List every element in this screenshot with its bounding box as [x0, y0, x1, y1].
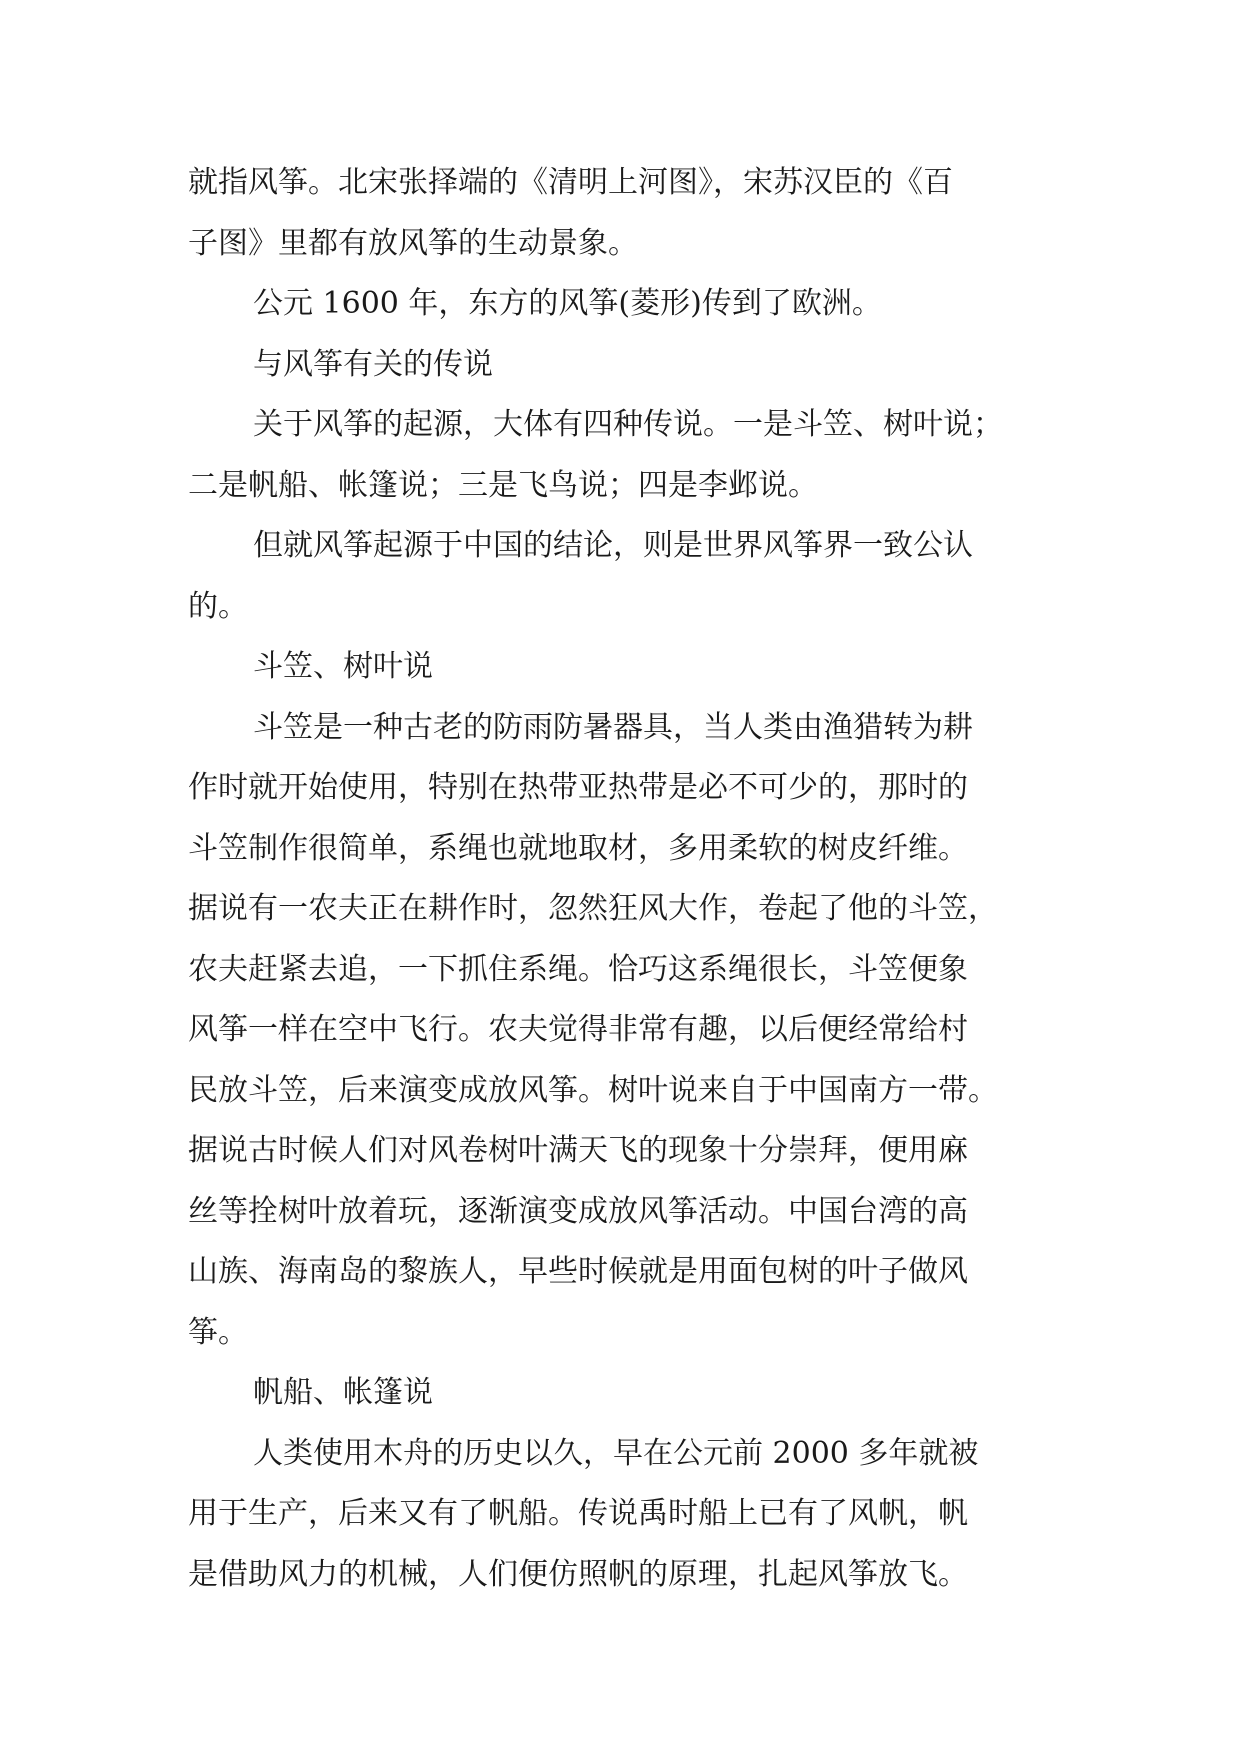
text-line: 农夫赶紧去追，一下抓住系绳。恰巧这系绳很长，斗笠便象 — [188, 952, 968, 987]
text-line: 斗笠制作很简单，系绳也就地取材，多用柔软的树皮纤维。 — [188, 831, 968, 866]
text-line: 二是帆船、帐篷说；三是飞鸟说；四是李邺说。 — [188, 468, 818, 503]
text-line: 公元 1600 年，东方的风筝(菱形)传到了欧洲。 — [253, 286, 882, 321]
text-line: 子图》里都有放风筝的生动景象。 — [188, 226, 638, 261]
text-line: 民放斗笠，后来演变成放风筝。树叶说来自于中国南方一带。 — [188, 1073, 998, 1108]
text-line: 风筝一样在空中飞行。农夫觉得非常有趣，以后便经常给村 — [188, 1012, 968, 1047]
text-line: 的。 — [188, 589, 248, 624]
section-heading: 斗笠、树叶说 — [253, 649, 433, 684]
text-line: 是借助风力的机械，人们便仿照帆的原理，扎起风筝放飞。 — [188, 1557, 968, 1592]
text-line: 作时就开始使用，特别在热带亚热带是必不可少的，那时的 — [188, 770, 968, 805]
text-line: 关于风筝的起源，大体有四种传说。一是斗笠、树叶说； — [253, 407, 1003, 442]
text-line: 用于生产，后来又有了帆船。传说禹时船上已有了风帆，帆 — [188, 1496, 968, 1531]
text-line: 筝。 — [188, 1315, 248, 1350]
text-line: 据说古时候人们对风卷树叶满天飞的现象十分崇拜，便用麻 — [188, 1133, 968, 1168]
section-heading: 与风筝有关的传说 — [253, 347, 493, 382]
text-line: 就指风筝。北宋张择端的《清明上河图》，宋苏汉臣的《百 — [188, 165, 953, 200]
text-line: 但就风筝起源于中国的结论，则是世界风筝界一致公认 — [253, 528, 973, 563]
text-line: 山族、海南岛的黎族人，早些时候就是用面包树的叶子做风 — [188, 1254, 968, 1289]
text-line: 丝等拴树叶放着玩，逐渐演变成放风筝活动。中国台湾的高 — [188, 1194, 968, 1229]
text-line: 斗笠是一种古老的防雨防暑器具，当人类由渔猎转为耕 — [253, 710, 973, 745]
section-heading: 帆船、帐篷说 — [253, 1375, 433, 1410]
text-line: 据说有一农夫正在耕作时，忽然狂风大作，卷起了他的斗笠， — [188, 891, 998, 926]
text-line: 人类使用木舟的历史以久，早在公元前 2000 多年就被 — [253, 1436, 979, 1471]
